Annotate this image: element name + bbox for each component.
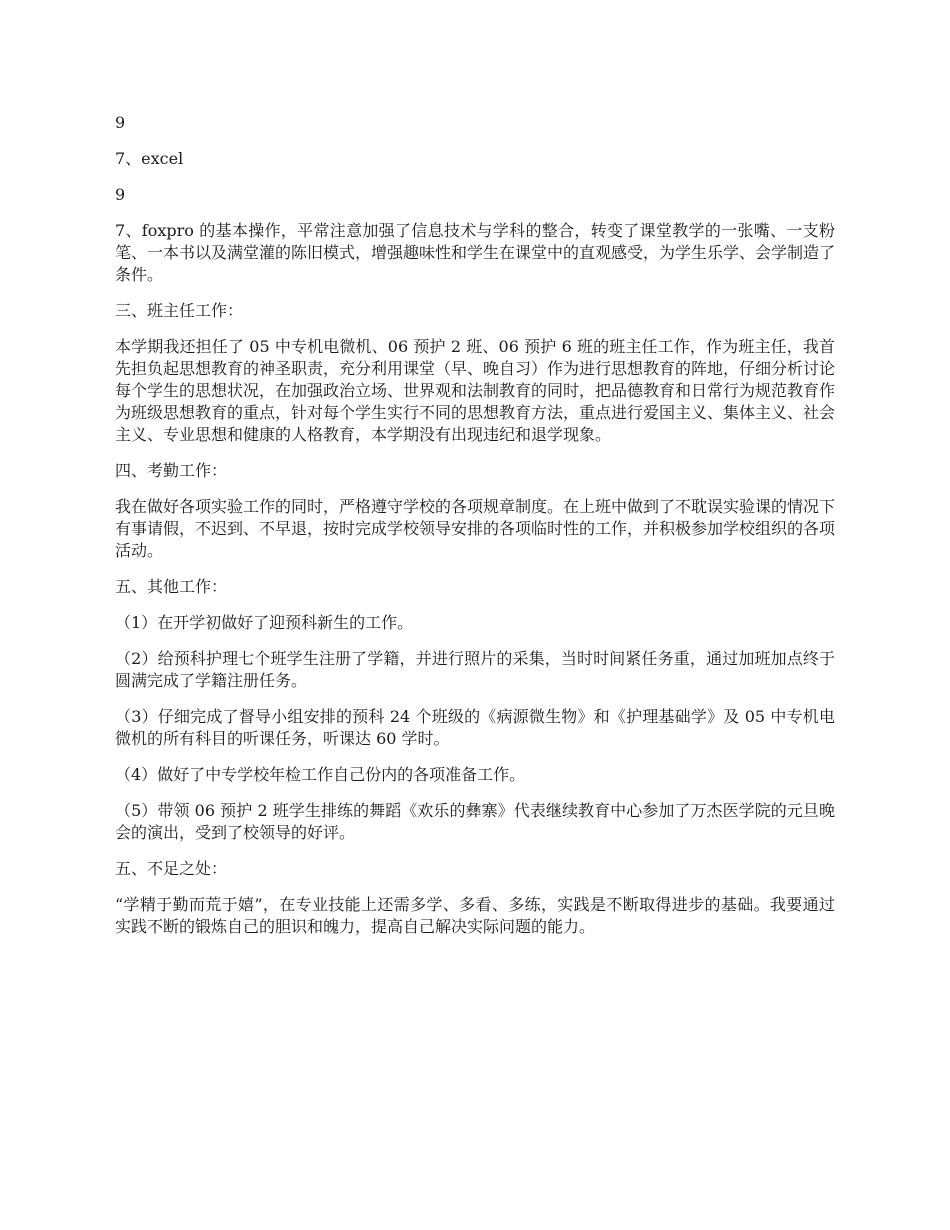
heading-attendance: 四、考勤工作： (115, 461, 228, 480)
list-item-3: （3）仔细完成了督导小组安排的预科 24 个班级的《病源微生物》和《护理基础学》及 05 中专机电微机的所有科目的听课任务，听课达 60 学时。 (115, 707, 835, 748)
list-item-1: （1）在开学初做好了迎预科新生的工作。 (115, 613, 414, 632)
paragraph-shortcomings: “学精于勤而荒于嬉”，在专业技能上还需多学、多看、多练，实践是不断取得进步的基础。我要通过实践不断的锻炼自己的胆识和魄力，提高自己解决实际问题的能力。 (115, 895, 835, 936)
item-excel: 7、excel (115, 149, 184, 168)
paragraph-foxpro: 7、foxpro 的基本操作，平常注意加强了信息技术与学科的整合，转变了课堂教学的一张嘴、一支粉笔、一本书以及满堂灌的陈旧模式，增强趣味性和学生在课堂中的直观感受，为学生乐学、会学制造了条件。 (115, 221, 836, 284)
heading-class-teacher-work: 三、班主任工作： (115, 301, 244, 320)
paragraph-class-teacher: 本学期我还担任了 05 中专机电微机、06 预护 2 班、06 预护 6 班的班主任工作，作为班主任，我首先担负起思想教育的神圣职责，充分利用课堂（早、晚自习）作为进行思想教育的阵地，仔细分析讨论每个学生的思想状况，在加强政治立场、世界观和法制教育的同时，把品德教育和日常行为规范教育作为班级思想教育的重点，针对每个学生实行不同的思想教育方法，重点进行爱国主义、集体主义、社会主义、专业思想和健康的人格教育，本学期没有出现违纪和退学现象。 (115, 337, 836, 444)
document-page (115, 112, 835, 952)
list-item-2: （2）给预科护理七个班学生注册了学籍，并进行照片的采集，当时时间紧任务重，通过加班加点终于圆满完成了学籍注册任务。 (115, 649, 835, 690)
heading-shortcomings: 五、不足之处： (115, 859, 228, 878)
page-number-fragment-2: 9 (115, 185, 126, 204)
heading-other-work: 五、其他工作： (115, 577, 228, 596)
list-item-5: （5）带领 06 预护 2 班学生排练的舞蹈《欢乐的彝寨》代表继续教育中心参加了万杰医学院的元旦晚会的演出，受到了校领导的好评。 (115, 801, 835, 842)
paragraph-attendance: 我在做好各项实验工作的同时，严格遵守学校的各项规章制度。在上班中做到了不耽误实验课的情况下有事请假，不迟到、不早退，按时完成学校领导安排的各项临时性的工作，并积极参加学校组织的各项活动。 (115, 497, 836, 560)
page-number-fragment: 9 (115, 113, 126, 132)
list-item-4: （4）做好了中专学校年检工作自己份内的各项准备工作。 (115, 765, 526, 784)
